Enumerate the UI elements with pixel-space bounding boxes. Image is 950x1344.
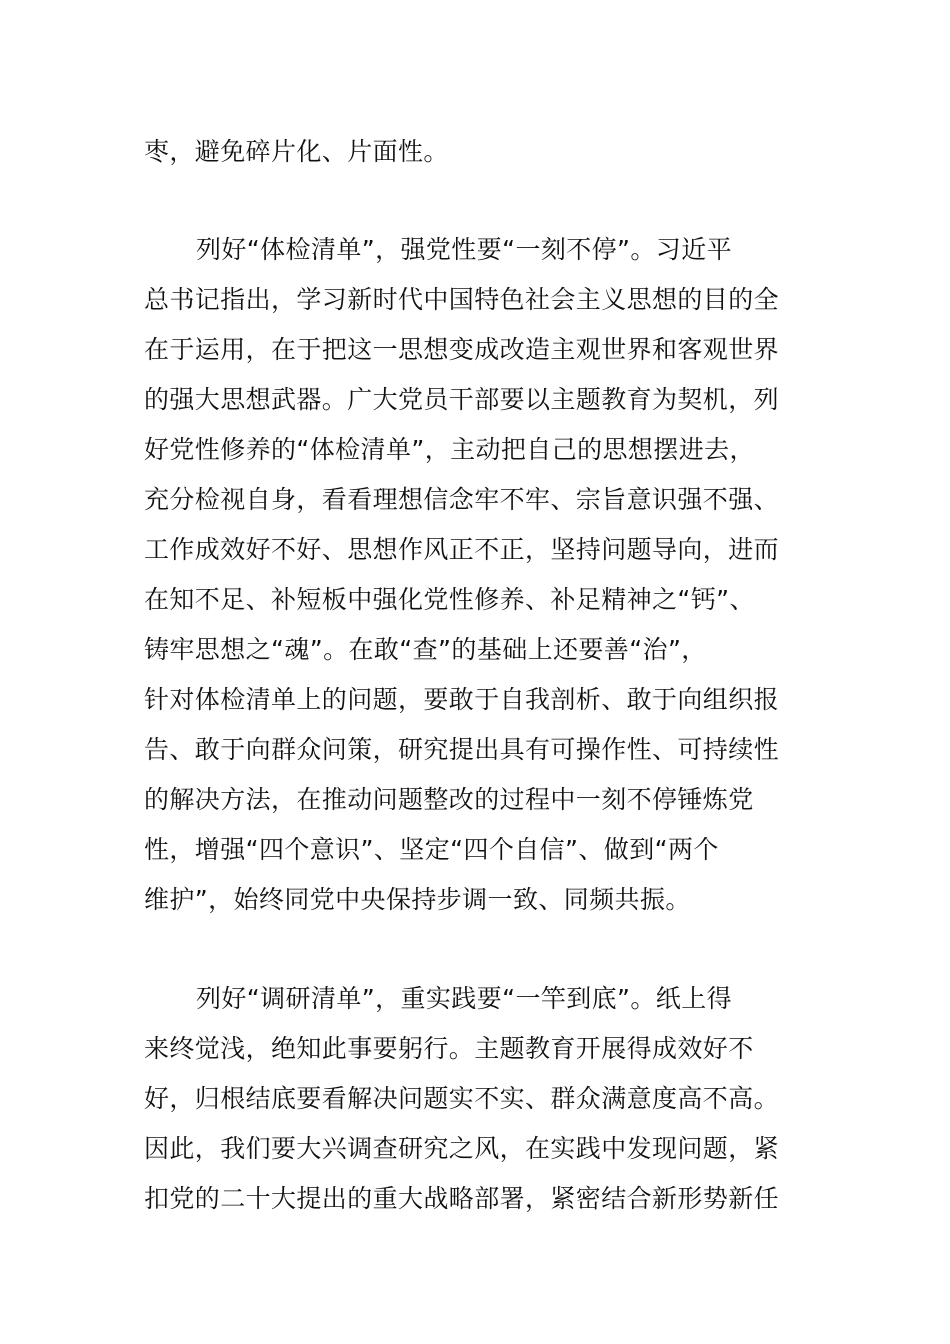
text-line: 充分检视自身，看看理想信念牢不牢、宗旨意识强不强、 bbox=[144, 485, 780, 514]
text-line: 好，归根结底要看解决问题实不实、群众满意度高不高。 bbox=[144, 1084, 780, 1113]
paragraph-continuation bbox=[144, 127, 808, 177]
text-line: 因此，我们要大兴调查研究之风，在实践中发现问题，紧 bbox=[144, 1134, 780, 1163]
text-line: 好党性修养的“体检清单”，主动把自己的思想摆进去， bbox=[144, 435, 755, 464]
text-line: 列好“调研清单”，重实践要“一竿到底”。纸上得 bbox=[196, 984, 733, 1013]
text-line: 的强大思想武器。广大党员干部要以主题教育为契机，列 bbox=[144, 385, 780, 414]
text-line: 性，增强“四个意识”、坚定“四个自信”、做到“两个 bbox=[144, 835, 719, 864]
text-line: 总书记指出，学习新时代中国特色社会主义思想的目的全 bbox=[144, 285, 780, 314]
text-line: 针对体检清单上的问题，要敢于自我剖析、敢于向组织报 bbox=[144, 685, 780, 714]
text-line: 维护”，始终同党中央保持步调一致、同频共振。 bbox=[144, 885, 691, 914]
text-line: 来终觉浅，绝知此事要躬行。主题教育开展得成效好不 bbox=[144, 1034, 754, 1063]
text-line: 告、敢于向群众问策，研究提出具有可操作性、可持续性 bbox=[144, 735, 780, 764]
text-line: 铸牢思想之“魂”。在敢“查”的基础上还要善“治”， bbox=[144, 635, 707, 664]
text-line: 工作成效好不好、思想作风正不正，坚持问题导向，进而 bbox=[144, 535, 780, 564]
text-line: 扣党的二十大提出的重大战略部署，紧密结合新形势新任 bbox=[144, 1184, 780, 1213]
text-line: 列好“体检清单”，强党性要“一刻不停”。习近平 bbox=[196, 235, 733, 264]
paragraph-research-checklist bbox=[144, 974, 808, 1224]
text-line: 在于运用，在于把这一思想变成改造主观世界和客观世界 bbox=[144, 335, 780, 364]
text-line: 枣，避免碎片化、片面性。 bbox=[144, 137, 449, 166]
paragraph-health-checklist bbox=[144, 225, 808, 925]
text-line: 的解决方法，在推动问题整改的过程中一刻不停锤炼党 bbox=[144, 785, 754, 814]
text-line: 在知不足、补短板中强化党性修养、补足精神之“钙”、 bbox=[144, 585, 755, 614]
